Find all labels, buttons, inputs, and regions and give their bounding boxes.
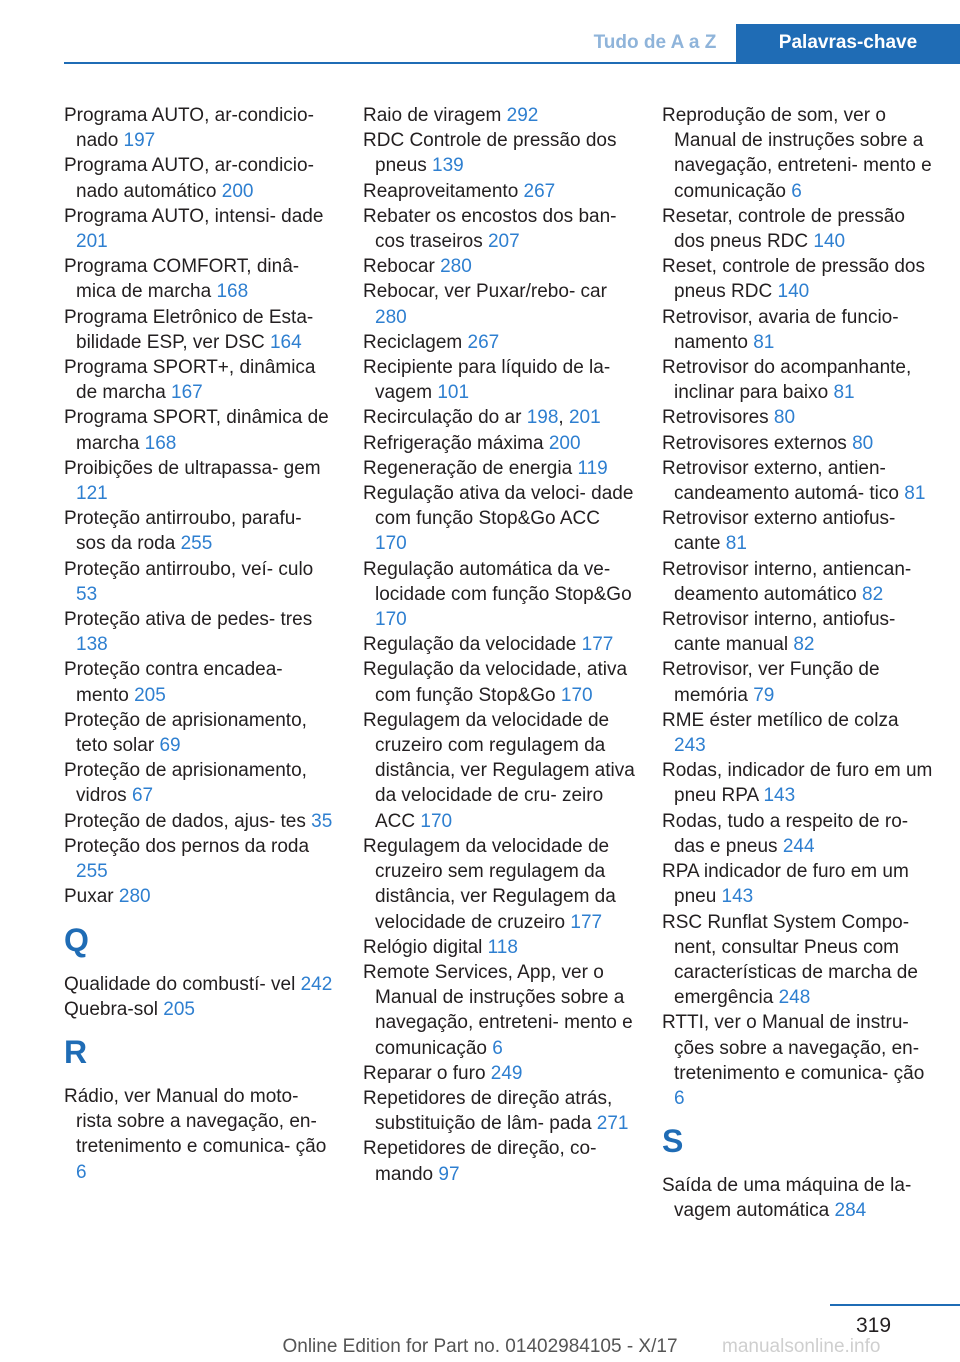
index-entry (363, 834, 635, 935)
page-link[interactable]: 284 (834, 1200, 867, 1222)
entry-text: Repetidores de direção atrás, substituição de lâm- pada (363, 1087, 613, 1135)
page-link[interactable]: 118 (487, 936, 518, 958)
page-link[interactable]: 271 (596, 1113, 629, 1135)
page-link[interactable]: 248 (778, 987, 811, 1009)
page-link[interactable]: 200 (548, 432, 581, 454)
index-entry (662, 859, 934, 909)
index-entry (363, 204, 635, 254)
entry-text: Programa AUTO, ar-condicio- nado (64, 105, 314, 152)
page-link[interactable]: 177 (570, 911, 603, 933)
index-entry (662, 355, 934, 405)
entry-text: Reciclagem (363, 331, 468, 353)
entry-text: Regulação da velocidade (363, 634, 582, 656)
page-link[interactable]: 97 (438, 1163, 460, 1185)
entry-text: RTTI, ver o Manual de instru- ções sobre a navegação, en- tretenimento e comunica- ção (662, 1012, 925, 1084)
page-link[interactable]: 201 (568, 407, 601, 429)
page-link[interactable]: 198 (526, 407, 559, 429)
index-entry (662, 1010, 934, 1111)
page-link[interactable]: 292 (506, 105, 539, 126)
index-entry (64, 834, 336, 884)
entry-text: Programa COMFORT, dinâ- mica de marcha (64, 256, 300, 303)
page-link[interactable]: 138 (76, 634, 108, 656)
page-link[interactable]: 200 (221, 180, 254, 202)
entry-text: RDC Controle de pressão dos pneus (363, 130, 617, 177)
index-entry (363, 405, 635, 430)
entry-text: Retrovisores externos (662, 432, 853, 454)
index-entry (64, 305, 336, 355)
index-entry (64, 204, 336, 254)
page-link[interactable]: 201 (76, 231, 108, 253)
header-rule (64, 62, 960, 64)
index-entry (64, 1084, 336, 1185)
entry-text: RSC Runflat System Compo- nent, consultar Pneus com características de marcha de emergência (662, 911, 918, 1009)
index-entry (64, 456, 336, 506)
entry-text: Programa AUTO, ar-condicio- nado automático (64, 155, 314, 202)
index-entry (64, 657, 336, 707)
index-entry (662, 405, 934, 430)
index-column-2 (363, 103, 635, 1187)
index-letter: Q (64, 921, 89, 958)
entry-text: Proteção dos pernos da roda (64, 835, 310, 857)
entry-text: Proteção antirroubo, parafu- sos da roda (64, 508, 302, 555)
entry-text: Reparar o furo (363, 1062, 491, 1084)
page-link[interactable]: 121 (76, 483, 108, 505)
entry-text: Repetidores de direção, co- mando (363, 1138, 597, 1185)
index-entry (64, 972, 336, 997)
index-entry (662, 506, 934, 556)
index-entry (64, 153, 336, 203)
page-link[interactable]: 267 (467, 331, 500, 353)
index-entry (363, 431, 635, 456)
page-link[interactable]: 170 (420, 810, 453, 832)
entry-text: Raio de viragem (363, 105, 507, 126)
page-link[interactable]: 140 (777, 281, 810, 303)
index-entry (662, 456, 934, 506)
entry-text: Proteção antirroubo, veí- culo (64, 558, 314, 580)
index-entry (363, 1061, 635, 1086)
entry-text: Programa AUTO, intensi- dade (64, 205, 324, 227)
index-entry (64, 103, 336, 153)
entry-text: Retrovisor do acompanhante, inclinar para baixo (662, 357, 912, 404)
index-entry (363, 330, 635, 355)
page-link[interactable]: 255 (76, 861, 108, 883)
page-link[interactable]: 280 (440, 256, 472, 278)
entry-text: Regulagem da velocidade de cruzeiro com regulagem da distância, ver Regulagem ativa da velocidade de cru- zeiro ACC (363, 709, 635, 832)
index-entry (363, 254, 635, 279)
index-entry (662, 103, 934, 204)
index-entry (64, 884, 336, 909)
page-link[interactable]: 53 (76, 583, 98, 605)
page-link[interactable]: 197 (123, 130, 156, 152)
section-tab-a-to-z[interactable]: Tudo de A a Z (593, 32, 717, 53)
entry-text: Regeneração de energia (363, 457, 578, 479)
index-column-1 (64, 103, 336, 1185)
page-link[interactable]: 280 (375, 306, 407, 328)
index-entry (662, 431, 934, 456)
entry-text: Proteção de aprisionamento, teto solar (64, 709, 307, 757)
page-link[interactable]: 139 (432, 155, 464, 177)
page-link[interactable]: 101 (437, 382, 470, 404)
entry-text: Rodas, tudo a respeito de ro- das e pneus (662, 810, 909, 857)
page-link[interactable]: 69 (159, 735, 181, 757)
index-entry (662, 708, 934, 758)
entry-text: Quebra-sol (64, 998, 164, 1020)
entry-text: Regulação ativa da veloci- dade com função Stop&Go ACC (363, 483, 634, 530)
index-entry (363, 128, 635, 178)
page-link[interactable]: 170 (375, 609, 407, 631)
index-entry (363, 179, 635, 204)
page-link[interactable]: 81 (725, 533, 747, 555)
index-letter: S (662, 1123, 684, 1160)
entry-text: Reprodução de som, ver o Manual de instruções sobre a navegação, entreteni- mento e comunicação (662, 105, 932, 202)
entry-text: Refrigeração máxima (363, 432, 549, 454)
entry-text: Reaproveitamento (363, 180, 524, 202)
index-entry (662, 557, 934, 607)
entry-text: Recirculação do ar (363, 407, 527, 429)
index-entry (363, 657, 635, 707)
entry-text: Rádio, ver Manual do moto- rista sobre a navegação, en- tretenimento e comunica- ção (64, 1085, 327, 1158)
index-entry (662, 1173, 934, 1223)
entry-text: Relógio digital (363, 936, 488, 958)
page-link[interactable]: 170 (375, 533, 407, 555)
entry-text: Saída de uma máquina de la- vagem automática (662, 1175, 912, 1222)
page-link[interactable]: 249 (490, 1062, 523, 1084)
page-link[interactable]: 143 (763, 785, 796, 807)
entry-text: Proteção contra encadea- mento (64, 659, 283, 706)
page-link[interactable]: 6 (492, 1037, 503, 1059)
index-entry (662, 657, 934, 707)
index-entry (363, 1086, 635, 1136)
entry-text: Programa SPORT, dinâmica de marcha (64, 407, 329, 454)
index-entry (363, 279, 635, 329)
index-entry (662, 204, 934, 254)
page-link[interactable]: 81 (833, 382, 855, 404)
page-link[interactable]: 168 (144, 432, 177, 454)
entry-text: Proteção de aprisionamento, vidros (64, 760, 307, 807)
page-link[interactable]: 6 (791, 180, 802, 202)
entry-text: Proteção de dados, ajus- tes (64, 810, 312, 832)
page-link[interactable]: 143 (721, 886, 754, 908)
page-link[interactable]: 177 (581, 634, 614, 656)
entry-text: Regulação automática da ve- locidade com função Stop&Go (363, 558, 632, 605)
index-entry (662, 758, 934, 808)
entry-text: Programa SPORT+, dinâmica de marcha (64, 357, 316, 404)
page-link[interactable]: 168 (216, 281, 249, 303)
page-link[interactable]: 255 (180, 533, 213, 555)
footer-rule (830, 1304, 960, 1306)
page-link[interactable]: 280 (118, 886, 151, 908)
index-entry (363, 1136, 635, 1186)
page-link[interactable]: 207 (487, 231, 520, 253)
index-entry (662, 254, 934, 304)
index-entry (64, 405, 336, 455)
entry-text: RME éster metílico de colza (662, 709, 899, 731)
page-link[interactable]: 242 (300, 973, 333, 995)
index-entry (363, 481, 635, 557)
index-column-3 (662, 103, 934, 1224)
entry-text: Retrovisor interno, antiofus- cante manual (662, 609, 896, 656)
index-entry (64, 809, 336, 834)
entry-separator: , (558, 407, 569, 429)
index-entry (64, 758, 336, 808)
index-entry (363, 960, 635, 1061)
page-link[interactable]: 140 (813, 231, 846, 253)
entry-text: Retrovisor externo antiofus- cante (662, 508, 896, 555)
entry-text: Recipiente para líquido de la- vagem (363, 357, 611, 404)
page-link[interactable]: 170 (560, 684, 593, 706)
page-number: 319 (856, 1314, 892, 1337)
page-link[interactable]: 82 (793, 634, 815, 656)
page-header (0, 24, 960, 62)
edition-note: Online Edition for Part no. 01402984105 - X/17 (282, 1336, 678, 1357)
page-link[interactable]: 267 (523, 180, 556, 202)
index-entry (363, 355, 635, 405)
index-entry (64, 355, 336, 405)
index-entry (662, 809, 934, 859)
index-entry (363, 456, 635, 481)
index-entry (64, 997, 336, 1022)
page-link[interactable]: 81 (904, 483, 926, 505)
page-link[interactable]: 6 (76, 1161, 87, 1183)
index-entry (363, 708, 635, 834)
index-entry (363, 632, 635, 657)
page-link[interactable]: 6 (674, 1087, 685, 1109)
index-entry (363, 935, 635, 960)
entry-text: Rebocar (363, 256, 441, 278)
page-link[interactable]: 205 (134, 684, 166, 706)
entry-text: Rebater os encostos dos ban- cos traseiros (363, 205, 617, 253)
index-entry (64, 254, 336, 304)
entry-text: Retrovisor externo, antien- candeamento automá- tico (662, 457, 905, 505)
entry-text: Retrovisor, avaria de funcio- namento (662, 306, 899, 353)
page-link[interactable]: 81 (753, 331, 775, 353)
entry-text: Reset, controle de pressão dos pneus RDC (662, 256, 925, 303)
index-entry (64, 708, 336, 758)
entry-text: Retrovisor interno, antiencan- deamento automático (662, 558, 912, 605)
entry-text: RPA indicador de furo em um pneu (662, 861, 909, 908)
index-entry (64, 557, 336, 607)
index-letter: R (64, 1033, 88, 1070)
index-entry (662, 607, 934, 657)
page-link[interactable]: 119 (577, 457, 608, 479)
watermark: manualsonline.info (722, 1336, 881, 1357)
entry-text: Retrovisores (662, 407, 774, 429)
index-entry (64, 607, 336, 657)
index-entry (363, 103, 635, 128)
entry-text: Rodas, indicador de furo em um pneu RPA (662, 760, 933, 807)
index-entry (662, 305, 934, 355)
index-entry (363, 557, 635, 633)
entry-text: Resetar, controle de pressão dos pneus RDC (662, 205, 905, 253)
page-link[interactable]: 244 (782, 835, 815, 857)
index-entry (662, 910, 934, 1011)
page-link[interactable]: 35 (311, 810, 333, 832)
page-link[interactable]: 167 (171, 382, 203, 404)
entry-text: Proibições de ultrapassa- gem (64, 457, 321, 479)
section-tab-keywords[interactable]: Palavras-chave (736, 24, 960, 62)
page-link[interactable]: 205 (163, 998, 195, 1020)
page-link[interactable]: 164 (269, 331, 302, 353)
entry-text: Puxar (64, 886, 119, 908)
page-link[interactable]: 243 (674, 735, 706, 757)
entry-text: Retrovisor, ver Função de memória (662, 659, 880, 706)
page-link[interactable]: 82 (862, 583, 884, 605)
page-link[interactable]: 79 (753, 684, 775, 706)
entry-text: Qualidade do combustí- vel (64, 973, 301, 995)
page-link[interactable]: 67 (131, 785, 154, 807)
index-entry (64, 506, 336, 556)
entry-text: Regulação da velocidade, ativa com função Stop&Go (363, 659, 628, 706)
page-link[interactable]: 80 (852, 432, 874, 454)
entry-text: Rebocar, ver Puxar/rebo- car (363, 281, 607, 303)
entry-text: Regulagem da velocidade de cruzeiro sem regulagem da distância, ver Regulagem da velocidade de cruzeiro (363, 835, 616, 933)
entry-text: Remote Services, App, ver o Manual de instruções sobre a navegação, entreteni- mento e comunicação (363, 961, 633, 1059)
page-link[interactable]: 80 (773, 407, 796, 429)
entry-text: Proteção ativa de pedes- tres (64, 609, 313, 631)
entry-text: Programa Eletrônico de Esta- bilidade ESP, ver DSC (64, 306, 314, 353)
